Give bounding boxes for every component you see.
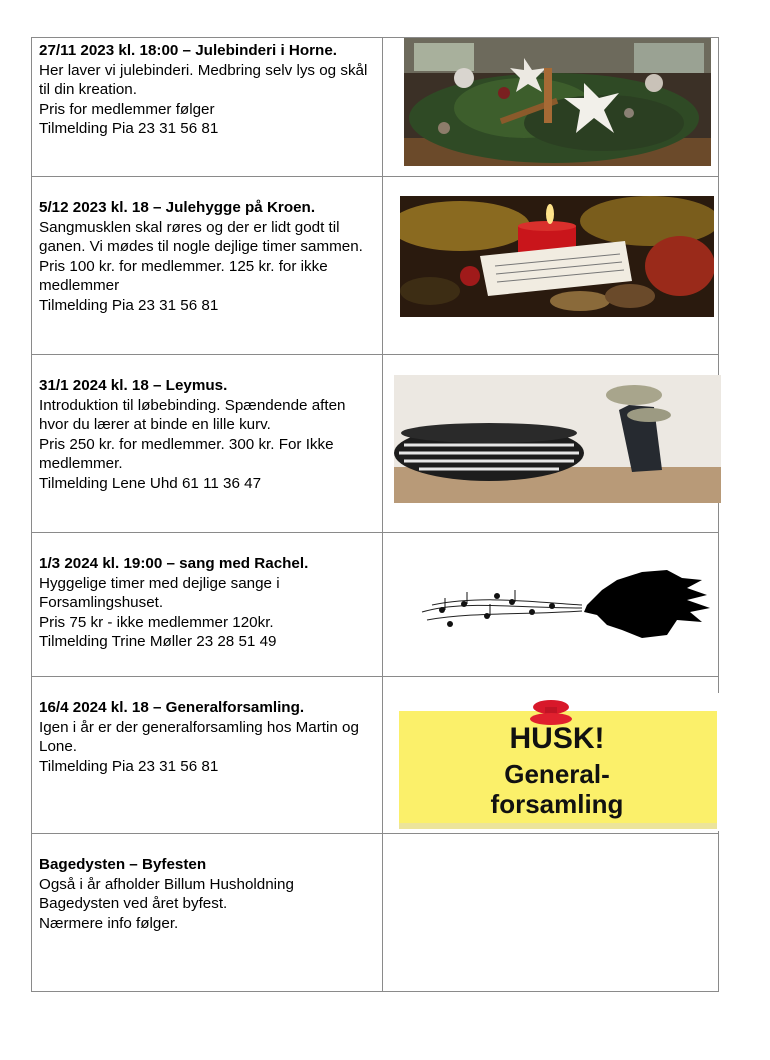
events-table (31, 37, 719, 992)
event-title: Bagedysten – Byfesten (39, 856, 207, 873)
event-title: 27/11 2023 kl. 18:00 – Julebinderi i Horne. (39, 42, 338, 59)
husk-note-image (397, 693, 719, 831)
event-title: 1/3 2024 kl. 19:00 – sang med Rachel. (39, 555, 309, 572)
event-row (32, 355, 719, 533)
event-text-cell (32, 834, 383, 992)
event-text-cell (32, 533, 383, 677)
note-general-text: General- (504, 759, 610, 789)
event-signup: Tilmelding Trine Møller 23 28 51 49 (39, 633, 277, 651)
note-forsamling-text: forsamling (490, 789, 624, 819)
event-description: Her laver vi julebinderi. Medbring selv lys og skål til din kreation. (39, 61, 368, 99)
event-image-cell-empty (383, 834, 719, 992)
event-image-cell (383, 38, 719, 177)
woven-basket-image (394, 375, 721, 503)
event-signup: Tilmelding Lene Uhd 61 11 36 47 (39, 474, 262, 492)
event-row (32, 533, 719, 677)
event-price: Pris 250 kr. for medlemmer. 300 kr. For Ikke medlemmer. (39, 435, 334, 473)
event-signup: Tilmelding Pia 23 31 56 81 (39, 296, 219, 314)
event-title: 16/4 2024 kl. 18 – Generalforsamling. (39, 699, 305, 716)
event-description: Introduktion til løbebinding. Spændende aften hvor du lærer at binde en lille kurv. (39, 396, 346, 434)
event-signup: Tilmelding Pia 23 31 56 81 (39, 757, 219, 775)
event-title: 31/1 2024 kl. 18 – Leymus. (39, 377, 228, 394)
event-signup: Tilmelding Pia 23 31 56 81 (39, 120, 219, 138)
event-text-cell (32, 38, 383, 177)
note-husk-text: HUSK! (509, 722, 605, 755)
event-row (32, 834, 719, 992)
event-description: Igen i år er der generalforsamling hos Martin og Lone. (39, 718, 359, 756)
event-row (32, 38, 719, 177)
event-price: Pris 75 kr - ikke medlemmer 120kr. (39, 613, 274, 631)
event-image-cell (383, 533, 719, 677)
event-image-cell (383, 677, 719, 834)
event-image-cell (383, 177, 719, 355)
event-image-cell (383, 355, 719, 533)
christmas-wreath-image (404, 38, 711, 166)
event-text-cell (32, 355, 383, 533)
event-title: 5/12 2023 kl. 18 – Julehygge på Kroen. (39, 199, 316, 216)
event-price: Pris 100 kr. for medlemmer. 125 kr. for ikke medlemmer (39, 257, 328, 295)
singing-silhouette-image (402, 550, 718, 662)
candle-sheet-music-image (400, 196, 714, 317)
event-info: Nærmere info følger. (39, 914, 179, 932)
event-description: Også i år afholder Billum Husholdning Bagedysten ved året byfest. (39, 875, 294, 913)
event-text-cell (32, 677, 383, 834)
event-price: Pris for medlemmer følger (39, 100, 215, 118)
event-description: Sangmusklen skal røres og der er lidt godt til ganen. Vi mødes til nogle dejlige timer sammen. (39, 218, 363, 256)
event-text-cell (32, 177, 383, 355)
event-row (32, 177, 719, 355)
event-row (32, 677, 719, 834)
event-description: Hyggelige timer med dejlige sange i Forsamlingshuset. (39, 574, 280, 612)
